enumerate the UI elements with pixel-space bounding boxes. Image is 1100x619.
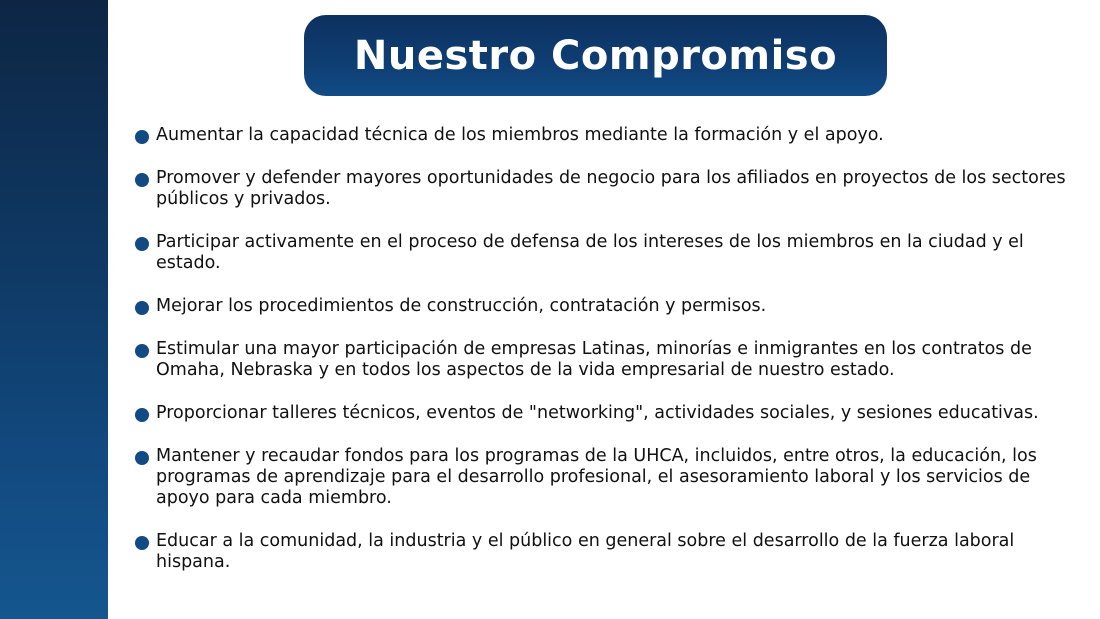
bullet-dot-icon <box>135 344 149 358</box>
list-item-text: Educar a la comunidad, la industria y el público en general sobre el desarrollo de la fuerza laboral hispana. <box>156 531 1015 572</box>
page-title: Nuestro Compromiso <box>353 32 838 79</box>
bullet-dot-icon <box>135 451 149 465</box>
bullet-dot-icon <box>135 536 149 550</box>
list-item <box>135 339 1085 381</box>
bullet-dot-icon <box>135 301 149 315</box>
list-item <box>135 296 1085 317</box>
bullet-dot-icon <box>135 173 149 187</box>
list-item-text: Participar activamente en el proceso de defensa de los intereses de los miembros en la ciudad y el estado. <box>156 232 1024 273</box>
list-item-text: Mejorar los procedimientos de construcción, contratación y permisos. <box>156 296 767 316</box>
list-item-text: Estimular una mayor participación de empresas Latinas, minorías e inmigrantes en los contratos de Omaha, Nebraska y en todos los aspectos de la vida empresarial de nuestro estado. <box>156 339 1032 380</box>
list-item <box>135 446 1085 509</box>
bullet-dot-icon <box>135 237 149 251</box>
list-item <box>135 168 1085 210</box>
bullet-dot-icon <box>135 130 149 144</box>
list-item-text: Promover y defender mayores oportunidades de negocio para los afiliados en proyectos de los sectores públicos y privados. <box>156 168 1066 209</box>
list-item <box>135 403 1085 424</box>
list-item-text: Mantener y recaudar fondos para los programas de la UHCA, incluidos, entre otros, la educación, los programas de aprendizaje para el desarrollo profesional, el asesoramiento laboral y los servicios de apoyo para cada miembro. <box>156 446 1037 508</box>
list-item <box>135 125 1085 146</box>
title-banner <box>304 15 887 96</box>
list-item-text: Aumentar la capacidad técnica de los miembros mediante la formación y el apoyo. <box>156 125 884 145</box>
list-item <box>135 232 1085 274</box>
bullet-dot-icon <box>135 408 149 422</box>
commitment-list <box>135 125 1085 595</box>
side-band <box>0 0 108 619</box>
list-item-text: Proporcionar talleres técnicos, eventos de "networking", actividades sociales, y sesiones educativas. <box>156 403 1039 423</box>
list-item <box>135 531 1085 573</box>
